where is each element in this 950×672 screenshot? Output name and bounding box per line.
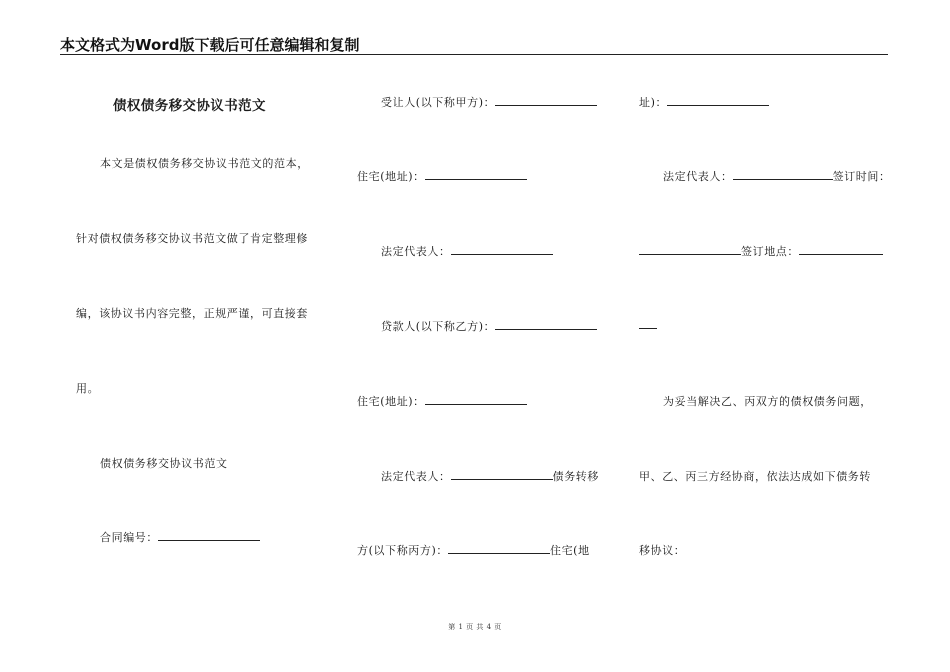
residence-label-1: 住宅(地址)： xyxy=(357,170,425,183)
paragraph-line-2: 甲、乙、丙三方经协商，依法达成如下债务转 xyxy=(639,470,871,483)
party-c-row xyxy=(357,542,590,558)
legal-rep-row-1 xyxy=(381,243,553,259)
transferor-row xyxy=(381,94,597,110)
lender-label: 贷款人(以下称乙方)： xyxy=(381,320,496,333)
lender-blank xyxy=(495,319,597,330)
paragraph-line-3: 移协议： xyxy=(639,544,686,557)
party-c-label: 方(以下称丙方)： xyxy=(357,544,448,557)
residence-row-2 xyxy=(357,393,527,409)
residence-blank-1 xyxy=(425,169,527,180)
legal-rep-blank-2 xyxy=(451,469,553,480)
address-tail: 址)： xyxy=(639,96,668,109)
sign-place-blank xyxy=(799,244,883,255)
intro-line-3: 编，该协议书内容完整，正规严谨，可直接套 xyxy=(76,307,308,320)
intro-line-2: 针对债权债务移交协议书范文做了肯定整理修 xyxy=(76,232,308,245)
paragraph-line-1: 为妥当解决乙、丙双方的债权债务问题， xyxy=(663,395,872,408)
residence-label-2: 住宅(地址)： xyxy=(357,395,425,408)
sign-time-label: 签订时间： xyxy=(832,170,891,183)
sign-place-row xyxy=(639,243,883,259)
legal-rep-label-3: 法定代表人： xyxy=(663,170,733,183)
legal-rep-row-2 xyxy=(381,468,599,484)
subtitle: 债权债务移交协议书范文 xyxy=(100,457,228,470)
legal-rep-label-2: 法定代表人： xyxy=(381,470,451,483)
sign-place-label: 签订地点： xyxy=(741,245,799,258)
legal-rep-label-1: 法定代表人： xyxy=(381,245,451,258)
sign-place-blank-tail xyxy=(639,318,657,329)
sign-place-blank-tail-row xyxy=(639,318,657,332)
legal-rep-blank-3 xyxy=(733,169,833,180)
sign-time-blank xyxy=(639,244,741,255)
residence-blank-2 xyxy=(425,394,527,405)
address-tail-row xyxy=(639,94,769,110)
lender-row xyxy=(381,318,597,334)
document-title: 债权债务移交协议书范文 xyxy=(113,98,266,114)
address-blank xyxy=(667,95,769,106)
contract-number-row xyxy=(100,529,260,545)
legal-rep-row-3 xyxy=(663,168,891,184)
contract-number-label: 合同编号： xyxy=(100,531,158,544)
legal-rep-blank-1 xyxy=(451,244,553,255)
intro-line-4: 用。 xyxy=(76,382,100,395)
transferor-blank xyxy=(495,95,597,106)
page-footer: 第 1 页 共 4 页 xyxy=(448,623,502,631)
debt-transfer-text: 债务转移 xyxy=(552,470,600,483)
header-divider xyxy=(60,54,888,55)
party-c-blank xyxy=(448,543,550,554)
intro-line-1: 本文是债权债务移交协议书范文的范本， xyxy=(100,157,309,170)
contract-number-blank xyxy=(158,530,260,541)
header-text: 本文格式为Word版下载后可任意编辑和复制 xyxy=(60,36,360,54)
transferor-label: 受让人(以下称甲方)： xyxy=(381,96,496,109)
residence-row-1 xyxy=(357,168,527,184)
residence-tail: 住宅(地 xyxy=(549,544,590,557)
